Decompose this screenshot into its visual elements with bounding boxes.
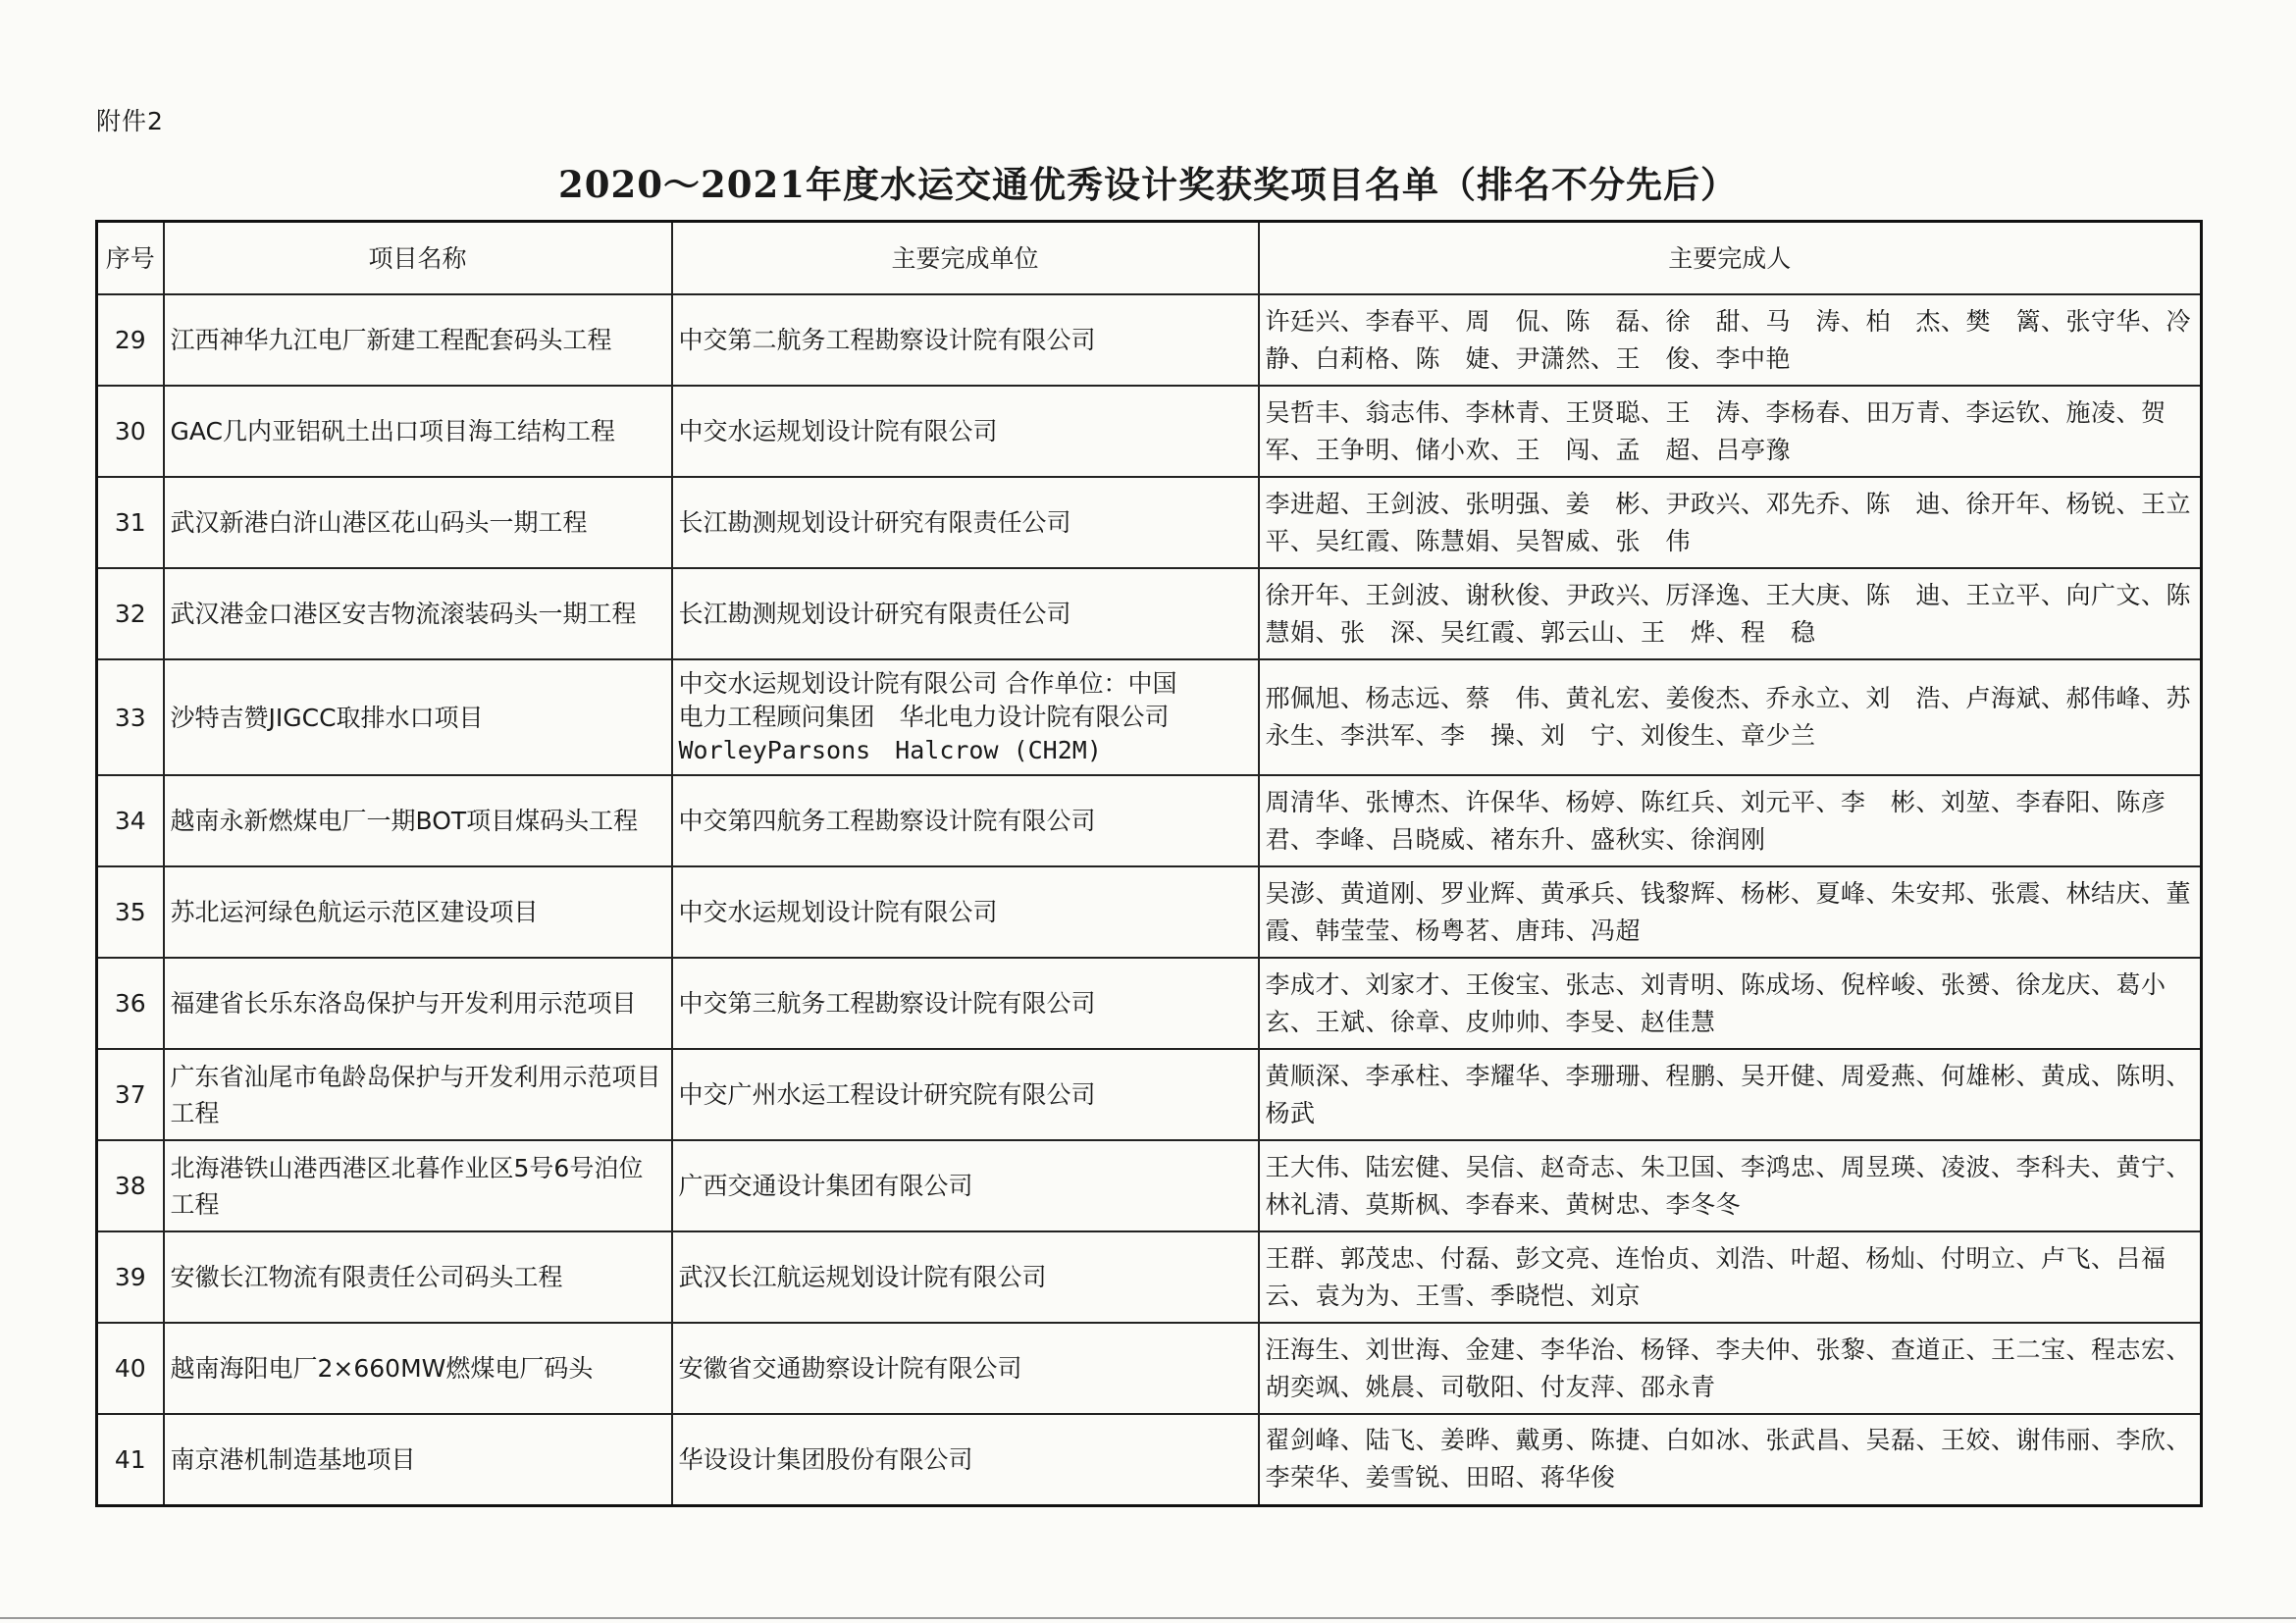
row-unit: 中交第二航务工程勘察设计院有限公司 — [672, 294, 1259, 386]
row-unit: 广西交通设计集团有限公司 — [672, 1140, 1259, 1231]
header-people: 主要完成人 — [1259, 222, 2202, 295]
row-no: 39 — [97, 1231, 164, 1323]
row-people: 周清华、张博杰、许保华、杨婷、陈红兵、刘元平、李 彬、刘堃、李春阳、陈彦君、李峰、吕晓威、褚东升、盛秋实、徐润刚 — [1259, 775, 2202, 866]
row-people: 翟剑峰、陆飞、姜晔、戴勇、陈捷、白如冰、张武昌、吴磊、王姣、谢伟丽、李欣、李荣华、姜雪锐、田昭、蒋华俊 — [1259, 1414, 2202, 1505]
row-no: 31 — [97, 477, 164, 568]
row-people: 吴澎、黄道刚、罗业辉、黄承兵、钱黎辉、杨彬、夏峰、朱安邦、张震、林结庆、董霞、韩莹莹、杨粤茗、唐玮、冯超 — [1259, 866, 2202, 958]
document-title: 2020～2021年度水运交通优秀设计奖获奖项目名单（排名不分先后） — [558, 163, 1738, 206]
attachment-label: 附件2 — [96, 107, 164, 135]
row-project-name: 南京港机制造基地项目 — [164, 1414, 672, 1505]
table-row — [97, 294, 2202, 386]
table-row — [97, 1323, 2202, 1414]
row-no: 29 — [97, 294, 164, 386]
row-project-name: 北海港铁山港西港区北暮作业区5号6号泊位工程 — [164, 1140, 672, 1231]
row-people: 黄顺深、李承柱、李耀华、李珊珊、程鹏、吴开健、周爱燕、何雄彬、黄成、陈明、杨武 — [1259, 1049, 2202, 1140]
row-project-name: 武汉新港白浒山港区花山码头一期工程 — [164, 477, 672, 568]
row-project-name: GAC几内亚铝矾土出口项目海工结构工程 — [164, 386, 672, 477]
row-people: 许廷兴、李春平、周 侃、陈 磊、徐 甜、马 涛、柏 杰、樊 篱、张守华、冷 静、白莉格、陈 婕、尹潇然、王 俊、李中艳 — [1259, 294, 2202, 386]
row-project-name: 广东省汕尾市龟龄岛保护与开发利用示范项目工程 — [164, 1049, 672, 1140]
table-row — [97, 775, 2202, 866]
row-people: 邢佩旭、杨志远、蔡 伟、黄礼宏、姜俊杰、乔永立、刘 浩、卢海斌、郝伟峰、苏永生、李洪军、李 操、刘 宁、刘俊生、章少兰 — [1259, 659, 2202, 775]
row-unit — [672, 659, 1259, 775]
unit-line: WorleyParsons Halcrow (CH2M) — [678, 736, 1102, 764]
row-unit: 安徽省交通勘察设计院有限公司 — [672, 1323, 1259, 1414]
row-no: 30 — [97, 386, 164, 477]
row-project-name: 福建省长乐东洛岛保护与开发利用示范项目 — [164, 958, 672, 1049]
table-row — [97, 659, 2202, 775]
row-people: 王群、郭茂忠、付磊、彭文亮、连怡贞、刘浩、叶超、杨灿、付明立、卢飞、吕福云、袁为为、王雪、季晓恺、刘京 — [1259, 1231, 2202, 1323]
table-row — [97, 1140, 2202, 1231]
header-unit: 主要完成单位 — [672, 222, 1259, 295]
table-row — [97, 1231, 2202, 1323]
table-row — [97, 568, 2202, 659]
table-row — [97, 386, 2202, 477]
row-no: 36 — [97, 958, 164, 1049]
row-unit: 长江勘测规划设计研究有限责任公司 — [672, 477, 1259, 568]
row-project-name: 沙特吉赞JIGCC取排水口项目 — [164, 659, 672, 775]
row-no: 40 — [97, 1323, 164, 1414]
row-project-name: 江西神华九江电厂新建工程配套码头工程 — [164, 294, 672, 386]
row-unit: 华设设计集团股份有限公司 — [672, 1414, 1259, 1505]
table-header-row — [97, 222, 2202, 295]
table-row — [97, 477, 2202, 568]
unit-line: 中交水运规划设计院有限公司 合作单位：中国 — [678, 669, 1177, 698]
row-no: 32 — [97, 568, 164, 659]
row-no: 34 — [97, 775, 164, 866]
row-unit: 武汉长江航运规划设计院有限公司 — [672, 1231, 1259, 1323]
row-unit: 中交广州水运工程设计研究院有限公司 — [672, 1049, 1259, 1140]
table-row — [97, 1414, 2202, 1505]
row-unit: 中交水运规划设计院有限公司 — [672, 866, 1259, 958]
row-no: 33 — [97, 659, 164, 775]
row-unit: 中交第四航务工程勘察设计院有限公司 — [672, 775, 1259, 866]
row-people: 徐开年、王剑波、谢秋俊、尹政兴、厉泽逸、王大庚、陈 迪、王立平、向广文、陈慧娟、张 深、吴红霞、郭云山、王 烨、程 稳 — [1259, 568, 2202, 659]
table-row — [97, 958, 2202, 1049]
row-no: 37 — [97, 1049, 164, 1140]
table-row — [97, 866, 2202, 958]
row-project-name: 安徽长江物流有限责任公司码头工程 — [164, 1231, 672, 1323]
row-no: 35 — [97, 866, 164, 958]
row-project-name: 越南永新燃煤电厂一期BOT项目煤码头工程 — [164, 775, 672, 866]
row-people: 李进超、王剑波、张明强、姜 彬、尹政兴、邓先乔、陈 迪、徐开年、杨锐、王立平、吴红霞、陈慧娟、吴智威、张 伟 — [1259, 477, 2202, 568]
table-row — [97, 1049, 2202, 1140]
row-unit: 长江勘测规划设计研究有限责任公司 — [672, 568, 1259, 659]
scan-bottom-edge — [0, 1617, 2296, 1619]
row-people: 王大伟、陆宏健、吴信、赵奇志、朱卫国、李鸿忠、周昱瑛、凌波、李科夫、黄宁、林礼清、莫斯枫、李春来、黄树忠、李冬冬 — [1259, 1140, 2202, 1231]
row-unit: 中交第三航务工程勘察设计院有限公司 — [672, 958, 1259, 1049]
row-no: 41 — [97, 1414, 164, 1505]
row-unit: 中交水运规划设计院有限公司 — [672, 386, 1259, 477]
unit-line: 电力工程顾问集团 华北电力设计院有限公司 — [678, 703, 1170, 731]
header-no: 序号 — [97, 222, 164, 295]
row-project-name: 苏北运河绿色航运示范区建设项目 — [164, 866, 672, 958]
row-people: 汪海生、刘世海、金建、李华治、杨铎、李夫仲、张黎、查道正、王二宝、程志宏、胡奕飒、姚晨、司敬阳、付友萍、邵永青 — [1259, 1323, 2202, 1414]
awards-table — [95, 220, 2217, 1507]
row-people: 李成才、刘家才、王俊宝、张志、刘青明、陈成场、倪梓峻、张赟、徐龙庆、葛小玄、王斌、徐章、皮帅帅、李旻、赵佳慧 — [1259, 958, 2202, 1049]
header-project-name: 项目名称 — [164, 222, 672, 295]
row-project-name: 越南海阳电厂2×660MW燃煤电厂码头 — [164, 1323, 672, 1414]
row-no: 38 — [97, 1140, 164, 1231]
row-project-name: 武汉港金口港区安吉物流滚装码头一期工程 — [164, 568, 672, 659]
row-people: 吴哲丰、翁志伟、李林青、王贤聪、王 涛、李杨春、田万青、李运钦、施凌、贺 军、王争明、储小欢、王 闯、孟 超、吕亭豫 — [1259, 386, 2202, 477]
